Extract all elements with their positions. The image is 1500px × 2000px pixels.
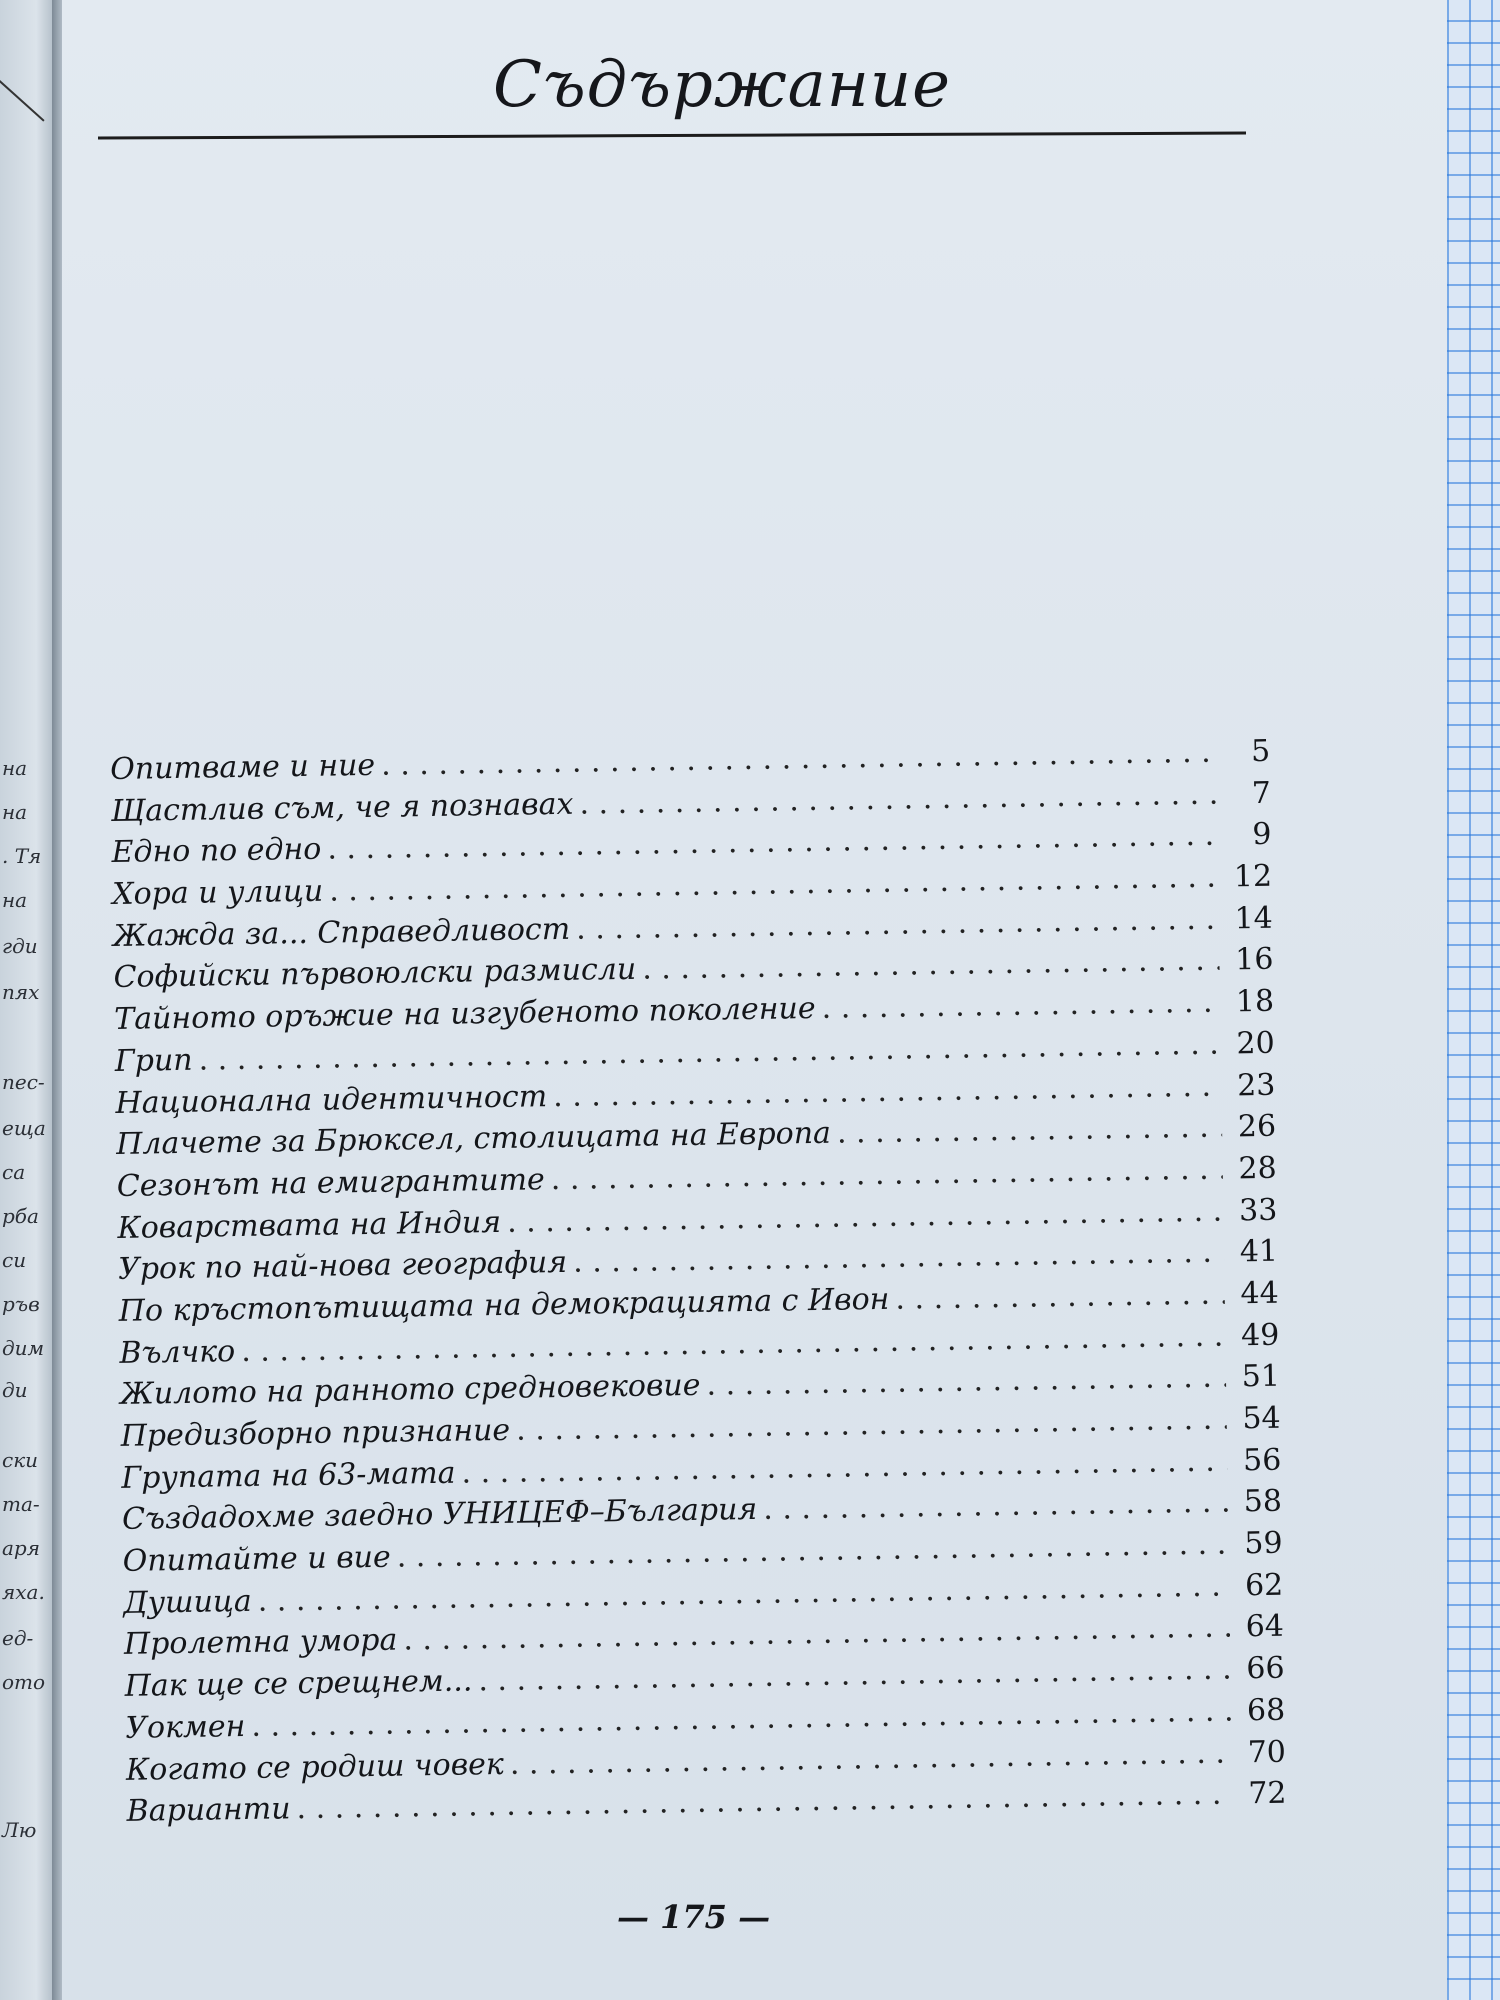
toc-entry-title: Коварствата на Индия <box>117 1204 502 1246</box>
toc-entry-title: Грип <box>114 1042 193 1079</box>
toc-entry-page: 16 <box>1234 942 1274 978</box>
toc-entry-title: Предизборно признание <box>120 1412 511 1454</box>
toc-entry-title: Създадохме заедно УНИЦЕФ–България <box>121 1492 758 1538</box>
toc-entry-page: 72 <box>1248 1775 1287 1812</box>
title-underline <box>98 131 1246 139</box>
dot-leader <box>821 985 1220 1026</box>
toc-entry-page: 49 <box>1240 1317 1280 1353</box>
decorative-line <box>0 80 45 122</box>
facing-page-fragment: си <box>2 1248 27 1272</box>
facing-page-fragment: на <box>2 756 28 780</box>
toc-entry-page: 33 <box>1238 1192 1278 1228</box>
toc-entry-title: Тайното оръжие на изгубеното поколение <box>113 991 816 1038</box>
toc-entry-page: 26 <box>1237 1108 1277 1145</box>
toc-entry-title: Жажда за... Справедливост <box>112 911 571 954</box>
toc-entry-title: Варианти <box>126 1791 291 1830</box>
page-number: — 175 — <box>617 1898 771 1936</box>
facing-page-fragment: ед- <box>2 1626 34 1650</box>
toc-entry-page: 62 <box>1244 1567 1284 1604</box>
toc-entry-title: Пак ще се срещнем... <box>124 1663 473 1705</box>
toc-entry-page: 20 <box>1236 1025 1275 1062</box>
facing-page-fragment: дим <box>2 1336 45 1360</box>
facing-page-fragment: пес- <box>2 1070 45 1094</box>
facing-page <box>0 0 52 2000</box>
toc-entry-title: Душица <box>123 1583 252 1621</box>
facing-page-fragment: . Тя <box>2 844 42 868</box>
facing-page-fragment: яха. <box>2 1580 45 1604</box>
toc-entry-page: 23 <box>1236 1067 1276 1103</box>
dot-leader <box>895 1276 1225 1316</box>
toc-entry-title: Опитваме и ние <box>110 747 376 787</box>
facing-page-fragment: та- <box>2 1492 40 1516</box>
book-page <box>62 0 1447 2000</box>
toc-entry-page: 58 <box>1243 1484 1283 1520</box>
toc-entry-title: Пролетна умора <box>123 1623 398 1663</box>
toc-entry-page: 66 <box>1246 1650 1285 1687</box>
toc-entry-page: 68 <box>1246 1692 1286 1729</box>
facing-page-fragment: на <box>2 888 28 912</box>
toc-entry-page: 59 <box>1244 1525 1283 1562</box>
toc-entry-page: 7 <box>1251 775 1272 811</box>
toc-entry-page: 5 <box>1250 733 1271 770</box>
facing-page-fragment: ръв <box>2 1292 40 1316</box>
toc-entry-page: 54 <box>1242 1400 1281 1437</box>
dot-leader <box>837 1110 1223 1151</box>
toc-entry-title: Хора и улици <box>111 873 324 913</box>
toc-entry-page: 12 <box>1233 858 1273 895</box>
toc-entry-page: 64 <box>1245 1609 1285 1645</box>
toc-entry-title: Групата на 63-мата <box>121 1455 456 1496</box>
toc-entry-page: 51 <box>1241 1359 1281 1395</box>
facing-page-fragment: еща <box>2 1116 46 1140</box>
toc-entry-page: 56 <box>1242 1442 1282 1478</box>
toc-entry-title: Сезонът на емигрантите <box>116 1162 546 1204</box>
toc-entry-page: 41 <box>1239 1233 1279 1270</box>
toc-entry-title: Софийски първоюлски размисли <box>113 952 637 996</box>
facing-page-fragment: ото <box>2 1670 46 1694</box>
toc-entry-title: По кръстопътищата на демокрацията с Ивон <box>118 1281 890 1329</box>
table-of-contents <box>110 734 1287 1836</box>
toc-entry-title: Уокмен <box>125 1708 246 1746</box>
toc-entry-title: Жилото на ранното средновековие <box>119 1368 701 1413</box>
page-title: Съдържание <box>493 48 951 122</box>
toc-entry-title: Щастлив съм, че я познавах <box>110 786 574 829</box>
facing-page-fragment: Лю <box>2 1818 37 1842</box>
facing-page-fragment: аря <box>2 1536 40 1560</box>
toc-entry-page: 18 <box>1235 983 1275 1020</box>
toc-entry-title: Едно по едно <box>111 832 322 871</box>
toc-entry-page: 14 <box>1234 900 1274 937</box>
toc-entry-page: 70 <box>1247 1734 1287 1770</box>
toc-entry-title: Опитайте и вие <box>122 1539 391 1579</box>
dot-leader <box>763 1485 1228 1527</box>
toc-entry-page: 44 <box>1240 1275 1279 1312</box>
facing-page-fragment: на <box>2 800 28 824</box>
toc-entry-title: Плачете за Брюксел, столицата на Европа <box>115 1115 832 1163</box>
facing-page-fragment: ди <box>2 1378 28 1402</box>
dot-leader <box>706 1360 1226 1403</box>
toc-entry-title: Когато се родиш човек <box>125 1746 505 1788</box>
toc-entry-page: 28 <box>1238 1150 1277 1187</box>
facing-page-fragment: ски <box>2 1448 39 1472</box>
toc-entry-title: Урок по най-нова география <box>117 1245 568 1288</box>
toc-entry-title: Национална идентичност <box>115 1078 548 1121</box>
toc-entry-title: Вълчко <box>119 1333 236 1371</box>
facing-page-fragment: гди <box>2 934 38 958</box>
facing-page-fragment: пях <box>2 980 40 1004</box>
toc-entry-page: 9 <box>1252 817 1272 853</box>
facing-page-fragment: рба <box>2 1204 39 1228</box>
dot-leader <box>381 735 1217 783</box>
facing-page-fragment: са <box>2 1160 26 1184</box>
grid-paper-strip <box>1447 0 1500 2000</box>
